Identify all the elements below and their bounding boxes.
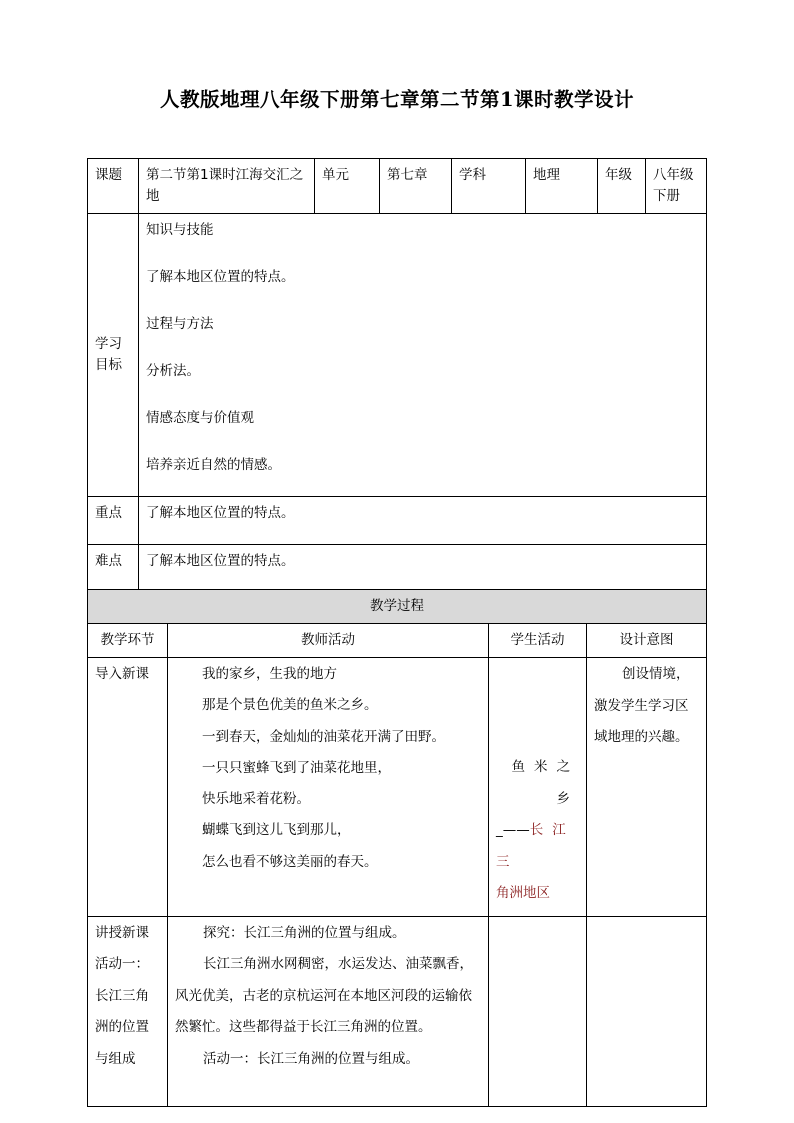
goal-item: 过程与方法	[146, 316, 214, 332]
goals-content	[139, 214, 707, 497]
new-teacher	[168, 916, 489, 1106]
key-point-value: 了解本地区位置的特点。	[139, 497, 707, 545]
goal-item: 了解本地区位置的特点。	[146, 269, 295, 285]
process-table	[87, 589, 707, 1107]
student-line: 鱼米之乡	[511, 759, 579, 807]
goal-item: 知识与技能	[146, 222, 214, 238]
intro-student	[489, 658, 587, 917]
new-intent	[587, 916, 707, 1106]
goals-label: 学习目标	[88, 214, 139, 497]
difficulty-value: 了解本地区位置的特点。	[139, 545, 707, 593]
student-prefix: _——	[496, 822, 530, 838]
teacher-paragraph: 探究：长江三角洲的位置与组成。	[203, 924, 406, 941]
column-header: 设计意图	[587, 624, 707, 658]
unit-value: 第七章	[380, 159, 452, 214]
grade-label: 年级	[598, 159, 646, 214]
new-stage	[88, 916, 168, 1106]
intro-intent	[587, 658, 707, 917]
key-point-label: 重点	[88, 497, 139, 545]
teacher-line: 怎么也看不够这美丽的春天。	[202, 853, 378, 870]
teacher-line: 蝴蝶飞到这儿飞到那儿，	[202, 822, 351, 839]
subject-label: 学科	[452, 159, 526, 214]
goal-item: 情感态度与价值观	[146, 410, 254, 426]
teacher-line: 一到春天，金灿灿的油菜花开满了田野。	[202, 728, 445, 745]
topic-label: 课题	[88, 159, 139, 214]
document-title: 人教版地理八年级下册第七章第二节第1课时教学设计	[159, 88, 635, 111]
unit-label: 单元	[315, 159, 380, 214]
teacher-line: 快乐地采着花粉。	[202, 791, 310, 808]
intent-text: 创设情境，激发学生学习区域地理的兴趣。	[594, 666, 690, 745]
teacher-paragraph: 活动一：长江三角洲的位置与组成。	[203, 1050, 419, 1067]
column-header: 教学环节	[88, 624, 168, 658]
student-line: 角洲地区	[496, 885, 550, 901]
grade-value: 八年级下册	[646, 159, 707, 214]
goal-item: 培养亲近自然的情感。	[146, 457, 281, 473]
teacher-paragraph: 长江三角洲水网稠密，水运发达、油菜飘香，风光优美，古老的京杭运河在本地区河段的运输依然繁忙。这些都得益于长江三角洲的位置。	[175, 956, 473, 1035]
info-table	[87, 158, 707, 593]
intro-stage: 导入新课	[88, 658, 168, 917]
stage-text: 讲授新课活动一：长江三角洲的位置与组成	[95, 924, 149, 1067]
process-header: 教学过程	[88, 590, 707, 624]
teacher-line: 我的家乡，生我的地方	[202, 666, 337, 682]
subject-value: 地理	[526, 159, 598, 214]
new-student	[489, 916, 587, 1106]
difficulty-label: 难点	[88, 545, 139, 593]
student-answer: 长江三	[496, 822, 575, 870]
teacher-line: 那是个景色优美的鱼米之乡。	[202, 697, 378, 714]
intro-teacher	[168, 658, 489, 917]
teacher-line: 一只只蜜蜂飞到了油菜花地里，	[202, 759, 391, 776]
student-line	[496, 815, 579, 878]
goal-item: 分析法。	[146, 363, 200, 379]
topic-value: 第二节第1课时江海交汇之地	[139, 159, 315, 214]
column-header: 教师活动	[168, 624, 489, 658]
column-header: 学生活动	[489, 624, 587, 658]
